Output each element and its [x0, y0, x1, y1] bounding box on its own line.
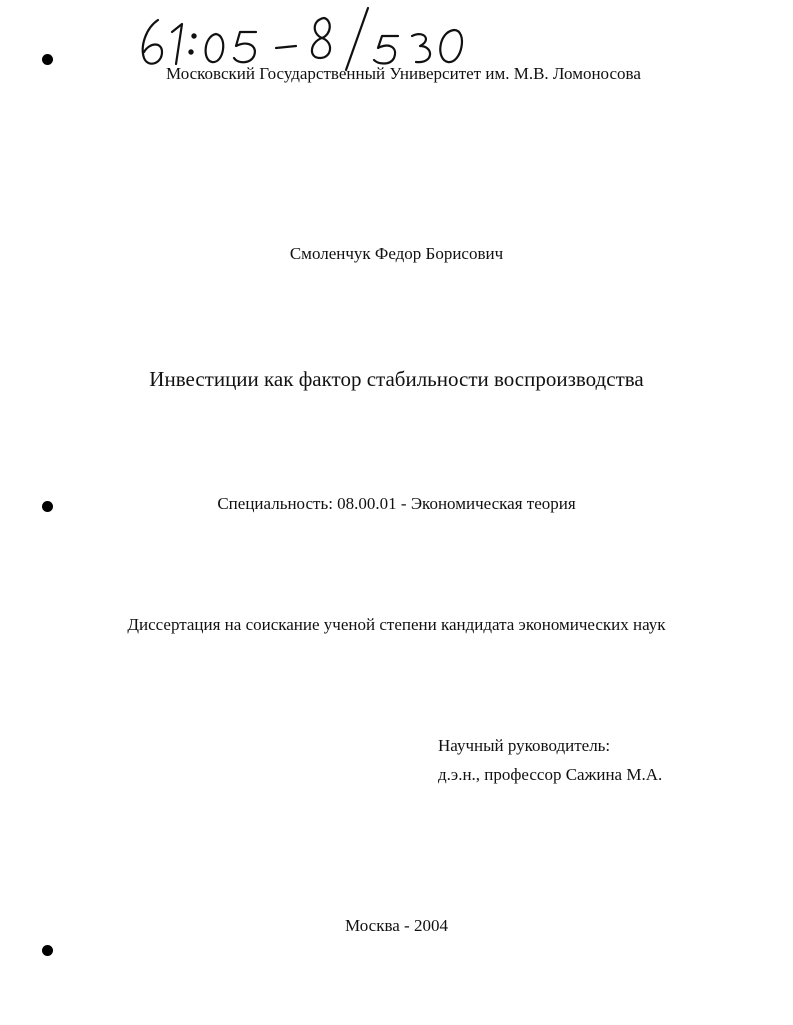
advisor-name: д.э.н., профессор Сажина М.А.	[438, 765, 663, 784]
dissertation-title: Инвестиции как фактор стабильности воспроизводства	[149, 367, 644, 391]
place-and-year: Москва - 2004	[345, 916, 448, 935]
university-name: Московский Государственный Университет им. М.В. Ломоносова	[166, 64, 641, 83]
advisor-label: Научный руководитель:	[438, 736, 611, 755]
specialty: Специальность: 08.00.01 - Экономическая теория	[217, 494, 576, 513]
binding-hole-mark	[42, 54, 53, 65]
degree-statement: Диссертация на соискание ученой степени кандидата экономических наук	[127, 615, 666, 634]
binding-hole-mark	[42, 945, 53, 956]
author-name: Смоленчук Федор Борисович	[289, 244, 504, 263]
